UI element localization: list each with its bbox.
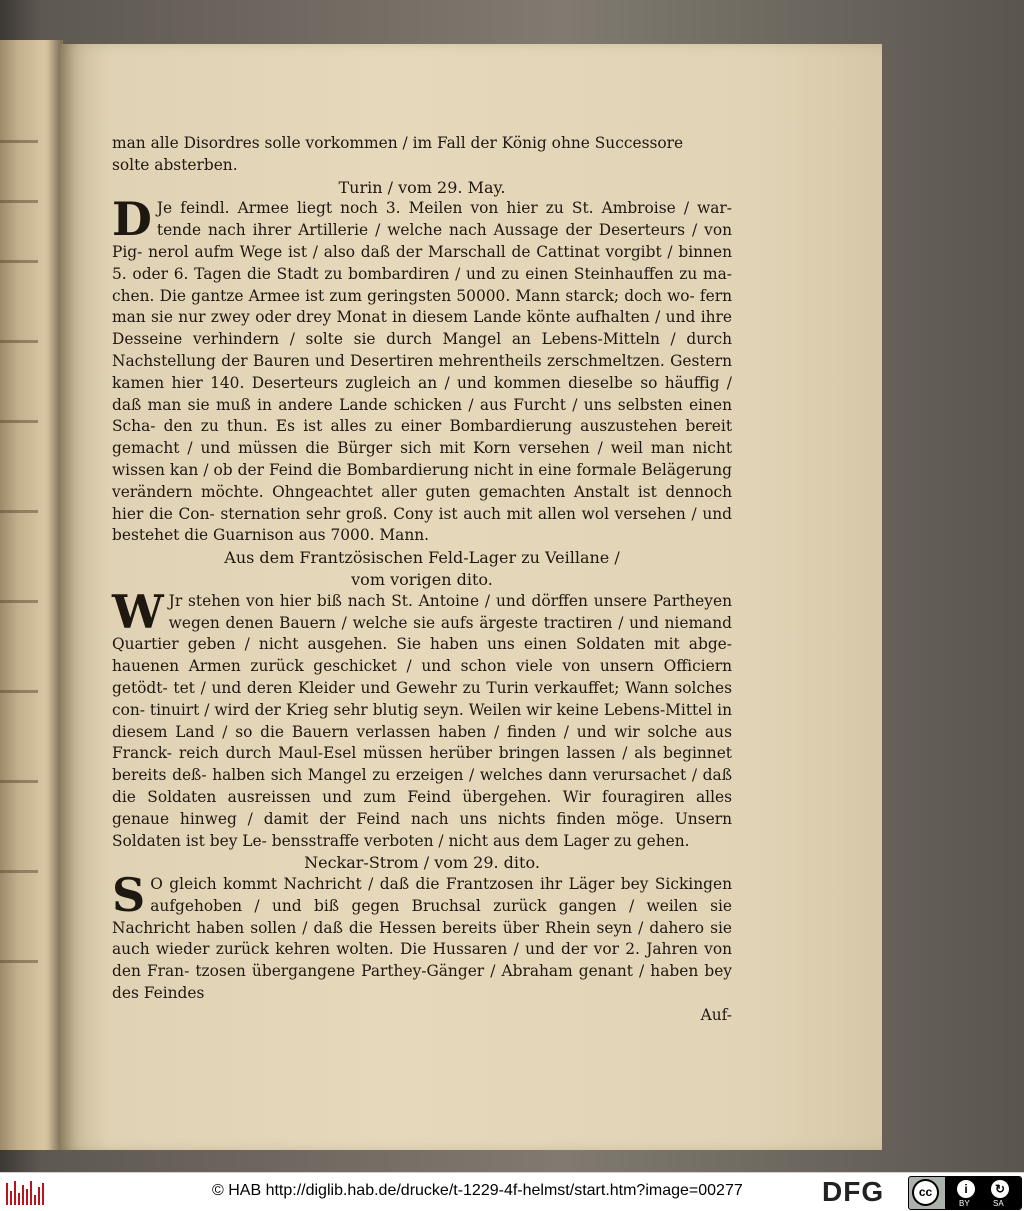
footer-bar: [0, 1172, 1024, 1211]
dropcap: S: [112, 868, 146, 923]
previous-page-edge: [0, 40, 63, 1150]
sa-label: SA: [993, 1199, 1004, 1208]
hab-logo-icon[interactable]: [6, 1179, 44, 1205]
copyright-url[interactable]: © HAB http://diglib.hab.de/drucke/t-1229-4f-helmst/start.htm?image=00277: [212, 1182, 743, 1199]
paragraph-text: O gleich kommt Nachricht / daß die Frantzosen ihr Läger bey Sickingen aufgehoben / und biß gegen Bruchsal zurück gangen / weilen sie Nachricht haben sollen / daß die Hessen bereits über Rhein seyn / dahero sie auch wieder zurück kehren wolten. Die Hussaren / und der vor 2. Jahren von den Fran- tzosen übergangene Parthey-Gänger / Abraham genant / haben bey des Feindes: [112, 875, 732, 1003]
cc-attribution-block: [945, 1177, 1021, 1209]
dropcap: W: [112, 584, 164, 639]
sharealike-icon: ↻: [991, 1180, 1009, 1198]
heading-dito: vom vorigen dito.: [351, 569, 493, 589]
page-text: [112, 133, 732, 1027]
paragraph-text: Je feindl. Armee liegt noch 3. Meilen von hier zu St. Ambroise / war- tende nach ihrer Artillerie / welche nach Aussage der Deserteurs / von Pig- nerol aufm Wege ist / also daß der Marschall de Cattinat vorgibt / binnen 5. oder 6. Tagen die Stadt zu bombardiren / und zu einen Steinhauffen zu ma- chen. Die gantze Armee ist zum geringsten 50000. Mann starck; doch wo- fern man sie nur zwey oder drey Monat in diesem Lande könte aufhalten / und ihre Desseine verhindern / solte sie durch Mangel an Lebens-Mitteln / durch Nachstellung der Bauren und Desertiren mehrentheils zerschmeltzen. Gestern kamen hier 140. Deserteurs zugleich an / und kommen dieselbe so häuffig / daß man sie muß in andere Lande schicken / aus Furcht / uns selbsten einen Scha- den zu thun. Es ist alles zu einer Bombardierung auszustehen bereit gemacht / und müssen die Bürger sich mit Korn versehen / weil man nicht wissen kan / ob der Feind die Bombardierung nicht in eine formale Belägerung verändern möchte. Ohngeachtet aller guten gemachten Anstalt ist dennoch hier die Con- sternation sehr groß. Cony ist auch mit allen wol versehen / und bestehet die Guarnison aus 7000. Mann.: [112, 199, 732, 545]
paragraph-feld-lager: [112, 584, 732, 853]
paragraph-neckar: [112, 868, 732, 1005]
dropcap: D: [112, 192, 152, 247]
heading-feld-lager: Aus dem Frantzösischen Feld-Lager zu Veillane /: [224, 548, 620, 568]
heading-neckar: Neckar-Strom / vom 29. dito.: [304, 853, 540, 873]
heading-turin: Turin / vom 29. May.: [338, 177, 506, 197]
by-person-icon: i: [957, 1180, 975, 1198]
cc-license-badge[interactable]: [908, 1176, 1022, 1210]
dfg-logo[interactable]: DFG: [822, 1176, 885, 1207]
paragraph-turin: [112, 192, 732, 547]
by-label: BY: [959, 1199, 970, 1208]
cc-icon: cc: [912, 1179, 939, 1206]
text-line: solte absterben.: [112, 155, 238, 174]
paragraph-text: Jr stehen von hier biß nach St. Antoine / und dörffen unsere Partheyen wegen denen Bauern / welche sie aufs ärgeste tractiren / und niemand Quartier geben / nicht ausgehen. Sie haben uns einen Soldaten mit abge- hauenen Armen zurück geschicket / und schon viele von unsern Officiern getödt- tet / und deren Kleider und Gewehr zu Turin verkauffet; Wann solches con- tinuirt / wird der Krieg sehr blutig seyn. Weilen wir keine Lebens-Mittel in diesem Land / so die Bauern verlassen haben / finden / und wir solche aus Franck- reich durch Maul-Esel müssen herüber bringen lassen / als beginnet bereits deß- halben sich Mangel zu erzeigen / welches dann verursachet / daß die Soldaten ausreissen und zum Feind übergehen. Wir fouragiren alles genaue hinweg / damit der Feind nach uns nichts finden möge. Unsern Soldaten ist bey Le- bensstraffe verboten / nicht aus dem Lager zu gehen.: [112, 591, 732, 850]
text-line: man alle Disordres solle vorkommen / im Fall der König ohne Successore: [112, 134, 684, 152]
catchword: Auf-: [700, 1005, 732, 1024]
